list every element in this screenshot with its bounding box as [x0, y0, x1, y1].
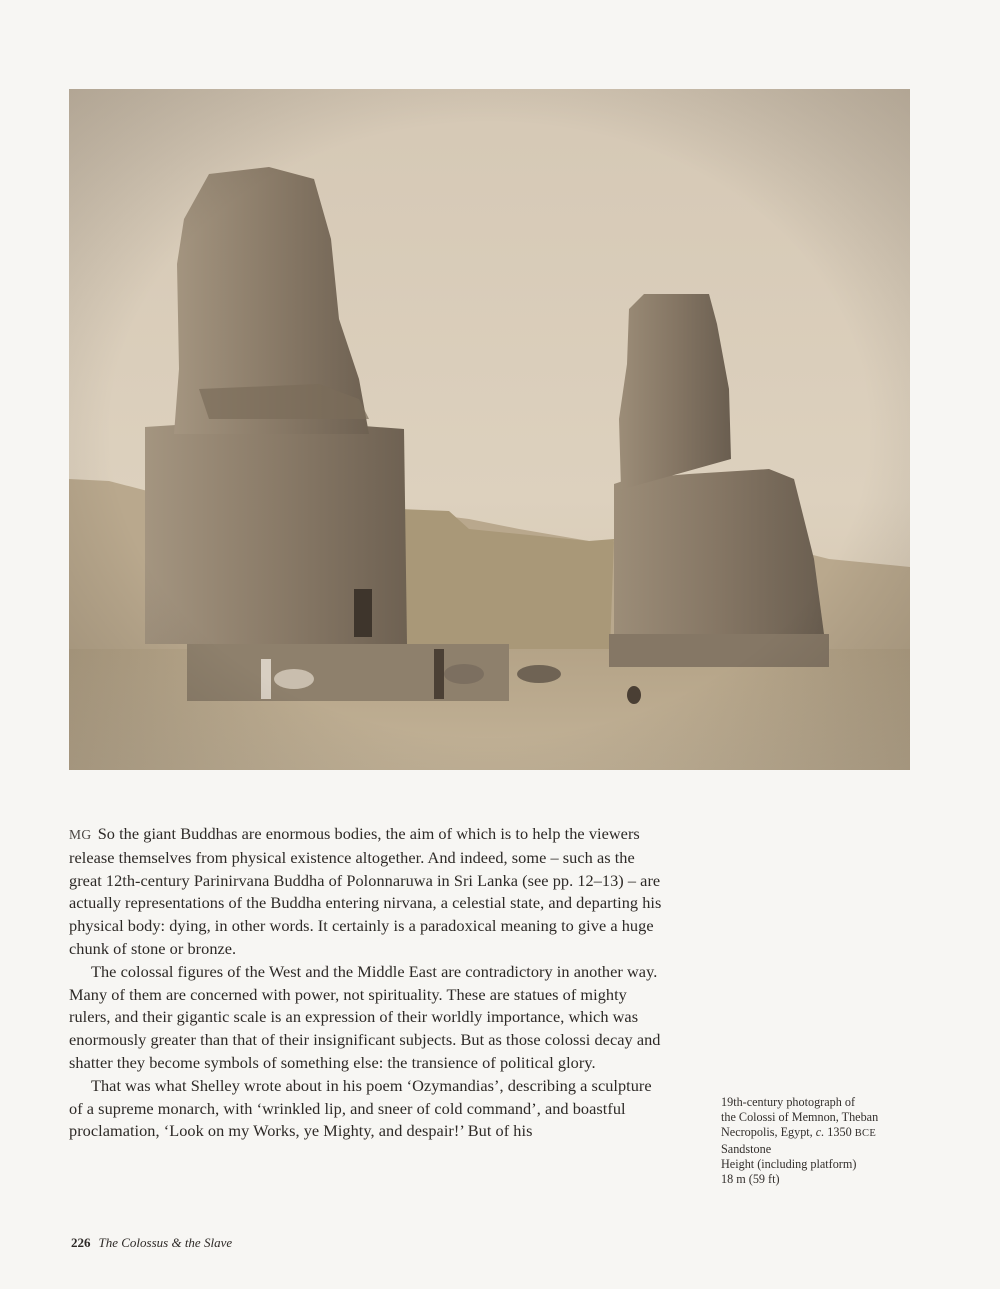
caption-height-label: Height (including platform)	[721, 1156, 857, 1171]
page-number: 226	[71, 1235, 91, 1250]
paragraph-1	[69, 823, 669, 961]
photo-illustration	[69, 89, 910, 770]
body-text	[69, 823, 669, 1143]
page-footer	[71, 1235, 232, 1251]
caption-height-value: 18 m (59 ft)	[721, 1172, 780, 1187]
book-title: The Colossus & the Slave	[98, 1235, 233, 1250]
paragraph-2: The colossal figures of the West and the Middle East are contradictory in another way. Many of them are concerned with power, not spirituality. These are statues of mighty rulers, and their gigantic scale is an expression of their worldly importance, which was enormously greater than that of their insignificant subjects. But as those colossi decay and shatter they become symbols of something else: the transience of political glory.	[69, 961, 661, 1072]
caption-era: BCE	[854, 1128, 877, 1140]
caption-line-1: 19th-century photograph of	[721, 1095, 856, 1109]
caption-location: Necropolis, Egypt,	[721, 1125, 816, 1140]
paragraph-3: That was what Shelley wrote about in his poem ‘Ozymandias’, describing a sculpture of a supreme monarch, with ‘wrinkled lip, and sneer of cold command’, and boastful proclamation, ‘Look on my Works, ye Mighty, and despair!’ But of his	[69, 1075, 652, 1141]
photograph-colossi-of-memnon	[69, 89, 910, 770]
caption-line-3	[721, 1125, 921, 1141]
caption-line-2: the Colossi of Memnon, Theban	[721, 1110, 879, 1125]
caption-year: 1350	[824, 1125, 855, 1140]
caption-circa: c.	[815, 1125, 825, 1140]
photo-caption	[721, 1095, 921, 1187]
speaker-initials: MG	[69, 827, 92, 842]
caption-material: Sandstone	[721, 1141, 772, 1156]
paragraph-1-text: So the giant Buddhas are enormous bodies, the aim of which is to help the viewers release themselves from physical existence altogether. And indeed, some – such as the great 12th-century Parinirvana Buddha of Polonnaruwa in Sri Lanka (see pp. 12–13) – are actually representations of the Buddha entering nirvana, a celestial state, and departing his physical body: dying, in other words. It certainly is a paradoxical meaning to give a huge chunk of stone or bronze.	[69, 824, 662, 958]
